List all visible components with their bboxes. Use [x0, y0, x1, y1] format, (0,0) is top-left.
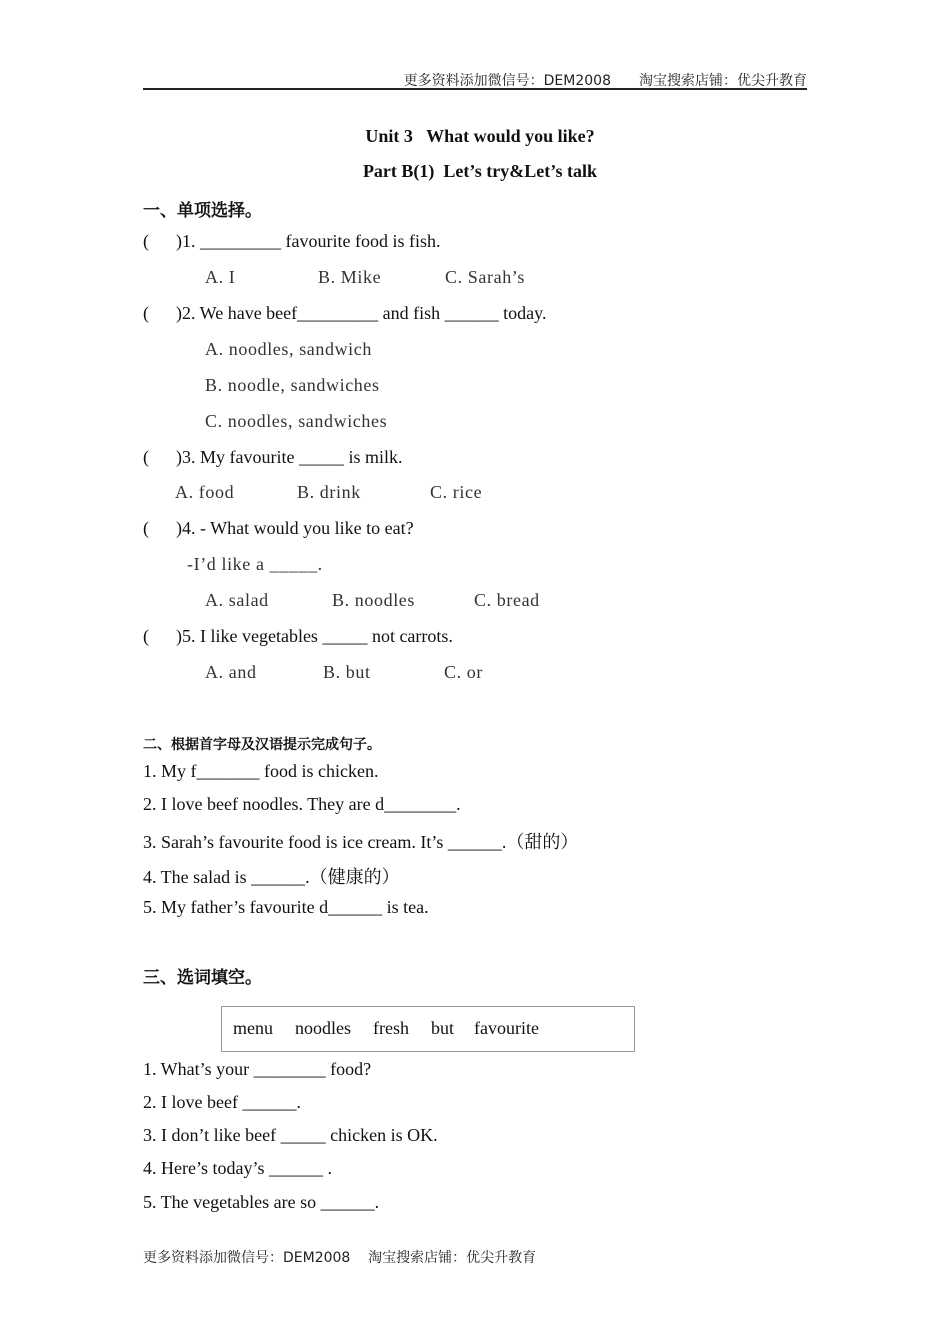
question-3-option-a: A. food [175, 482, 235, 502]
question-4-option-c: C. bread [474, 590, 540, 610]
question-1-option-c: C. Sarah’s [445, 267, 525, 287]
question-4-stem: ( )4. - What would you like to eat? [143, 518, 414, 538]
page-footer-text: 更多资料添加微信号：DEM2008 淘宝搜索店铺：优尖升教育 [143, 1250, 537, 1266]
section3-item-1: 1. What’s your ________ food? [143, 1059, 372, 1079]
page-header-text: 更多资料添加微信号：DEM2008 淘宝搜索店铺：优尖升教育 [403, 73, 807, 89]
section2-item-4: 4. The salad is ______.（健康的） [143, 867, 400, 887]
section2-heading: 二、根据首字母及汉语提示完成句子。 [143, 737, 381, 753]
word-bank-word: menu [233, 1018, 273, 1038]
section2-item-1: 1. My f_______ food is chicken. [143, 761, 379, 781]
question-2-stem: ( )2. We have beef_________ and fish ______ today. [143, 303, 547, 323]
section1-heading: 一、单项选择。 [143, 201, 262, 221]
word-bank-box [221, 1006, 635, 1052]
word-bank-word: favourite [474, 1018, 539, 1038]
section3-item-4: 4. Here’s today’s ______ . [143, 1158, 332, 1178]
question-1-stem: ( )1. _________ favourite food is fish. [143, 231, 441, 251]
word-bank-word: fresh [373, 1018, 409, 1038]
question-5-option-b: B. but [323, 662, 371, 682]
section3-heading: 三、选词填空。 [143, 968, 262, 988]
section2-item-2: 2. I love beef noodles. They are d________. [143, 794, 461, 814]
question-1-option-b: B. Mike [318, 267, 382, 287]
word-bank-word: noodles [295, 1018, 351, 1038]
question-3-stem: ( )3. My favourite _____ is milk. [143, 447, 403, 467]
word-bank-word: but [431, 1018, 455, 1038]
section3-item-5: 5. The vegetables are so ______. [143, 1192, 380, 1212]
question-3-option-b: B. drink [297, 482, 361, 502]
part-title: Part B(1) Let’s try&Let’s talk [362, 161, 598, 181]
question-4-option-b: B. noodles [332, 590, 416, 610]
question-2-option-a: A. noodles, sandwich [205, 339, 372, 359]
question-4-answer-line: -I’d like a _____. [187, 554, 323, 574]
section2-item-3: 3. Sarah’s favourite food is ice cream. It’s ______.（甜的） [143, 832, 579, 852]
unit-title: Unit 3 What would you like? [365, 126, 595, 146]
section3-item-3: 3. I don’t like beef _____ chicken is OK. [143, 1125, 438, 1145]
question-3-option-c: C. rice [430, 482, 483, 502]
question-2-option-b: B. noodle, sandwiches [205, 375, 380, 395]
question-1-option-a: A. I [205, 267, 236, 287]
section3-item-2: 2. I love beef ______. [143, 1092, 301, 1112]
header-rule [143, 88, 807, 90]
question-2-option-c: C. noodles, sandwiches [205, 411, 388, 431]
section2-item-5: 5. My father’s favourite d______ is tea. [143, 897, 429, 917]
question-5-option-c: C. or [444, 662, 483, 682]
question-4-option-a: A. salad [205, 590, 269, 610]
question-5-stem: ( )5. I like vegetables _____ not carrots. [143, 626, 453, 646]
question-5-option-a: A. and [205, 662, 257, 682]
